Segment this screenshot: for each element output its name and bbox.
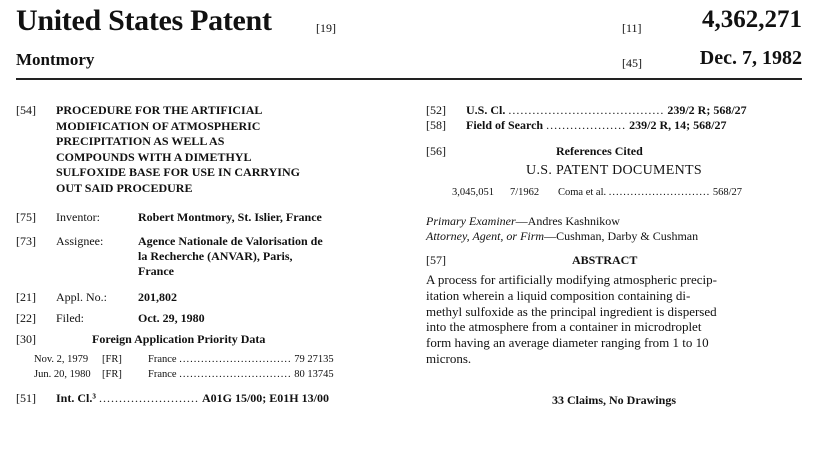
right-column bbox=[426, 103, 802, 408]
code-54: [54] bbox=[16, 103, 36, 117]
title-line: PRECIPITATION AS WELL AS bbox=[56, 134, 225, 148]
code-45: [45] bbox=[622, 56, 642, 70]
assignee-line: Agence Nationale de Valorisation de bbox=[138, 234, 323, 248]
assignee-row bbox=[16, 234, 396, 279]
patent-date: Dec. 7, 1982 bbox=[699, 47, 802, 69]
code-19: [19] bbox=[316, 21, 336, 35]
field-label: Field of Search bbox=[466, 118, 544, 132]
doc-date: 7/1962 bbox=[510, 187, 540, 198]
priority-row: Nov. 2, 1979 [FR] France ............................... 79 27135 bbox=[34, 354, 334, 365]
patent-office-title: United States Patent bbox=[16, 4, 272, 37]
abstract-line: microns. bbox=[426, 350, 472, 366]
header-divider bbox=[16, 78, 802, 80]
code-58: [58] bbox=[426, 118, 446, 132]
patent-number: 4,362,271 bbox=[702, 6, 802, 33]
filed-label: Filed: bbox=[56, 311, 85, 325]
refs-heading: References Cited bbox=[556, 144, 643, 158]
field-value: 239/2 R, 14; 568/27 bbox=[629, 118, 727, 132]
uscl-row: [52] U.S. Cl. ....................................... 239/2 R; 568/27 bbox=[426, 103, 747, 117]
left-column bbox=[16, 103, 396, 406]
us-docs-heading: U.S. PATENT DOCUMENTS bbox=[526, 163, 702, 178]
abstract-line: form having an average diameter ranging from 1 to 10 bbox=[426, 335, 709, 351]
title-line: OUT SAID PROCEDURE bbox=[56, 180, 193, 195]
abstract-line: itation wherein a liquid composition containing di- bbox=[426, 287, 691, 303]
uscl-value: 239/2 R; 568/27 bbox=[667, 103, 747, 117]
abstract-heading-row bbox=[426, 253, 802, 268]
title-line: PROCEDURE FOR THE ARTIFICIAL bbox=[56, 103, 263, 117]
intcl-value: A01G 15/00; E01H 13/00 bbox=[201, 391, 329, 405]
code-57: [57] bbox=[426, 253, 446, 267]
priority-row: Jun. 20, 1980 [FR] France ............................... 80 13745 bbox=[34, 369, 334, 380]
code-73: [73] bbox=[16, 234, 36, 248]
code-51: [51] bbox=[16, 391, 36, 405]
assignee-line: France bbox=[138, 264, 174, 278]
refs-heading-row bbox=[426, 144, 802, 159]
appl-label: Appl. No.: bbox=[56, 290, 107, 304]
inventor-row bbox=[16, 210, 396, 225]
assignee-label: Assignee: bbox=[56, 234, 104, 248]
code-52: [52] bbox=[426, 103, 446, 117]
filed-value: Oct. 29, 1980 bbox=[138, 311, 205, 325]
title-block bbox=[16, 103, 396, 196]
priority-table bbox=[34, 352, 396, 382]
inventor-surname: Montmory bbox=[16, 50, 95, 69]
priority-heading: Foreign Application Priority Data bbox=[92, 332, 266, 346]
appl-value: 201,802 bbox=[138, 290, 177, 304]
title-line: MODIFICATION OF ATMOSPHERIC bbox=[56, 118, 261, 133]
code-11: [11] bbox=[622, 21, 642, 35]
examiner-row bbox=[426, 214, 802, 229]
abstract-line: A process for artificially modifying atmospheric precip- bbox=[426, 272, 717, 287]
abstract-heading: ABSTRACT bbox=[572, 253, 638, 267]
code-56: [56] bbox=[426, 144, 446, 158]
title-line: SULFOXIDE BASE FOR USE IN CARRYING bbox=[56, 165, 300, 179]
intcl-row: [51] Int. Cl.³ ......................... A01G 15/00; E01H 13/00 bbox=[16, 391, 329, 405]
abstract-line: into the atmosphere from a container in microdroplet bbox=[426, 319, 702, 335]
inventor-label: Inventor: bbox=[56, 210, 100, 224]
uscl-label: U.S. Cl. bbox=[466, 103, 506, 117]
examiner-value: —Andres Kashnikow bbox=[515, 214, 620, 228]
intcl-label: Int. Cl.³ bbox=[56, 391, 96, 405]
field-row: [58] Field of Search .................... 239/2 R, 14; 568/27 bbox=[426, 118, 727, 132]
code-22: [22] bbox=[16, 311, 36, 325]
doc-number: 3,045,051 bbox=[452, 187, 494, 198]
code-75: [75] bbox=[16, 210, 36, 224]
examiner-label: Primary Examiner bbox=[426, 214, 516, 228]
title-line: COMPOUNDS WITH A DIMETHYL bbox=[56, 149, 252, 164]
attorney-label: Attorney, Agent, or Firm bbox=[426, 229, 545, 243]
priority-heading-row bbox=[16, 332, 396, 347]
appl-row bbox=[16, 290, 396, 305]
doc-class: 568/27 bbox=[712, 187, 743, 198]
doc-name: Coma et al. bbox=[558, 187, 607, 198]
abstract-body bbox=[426, 272, 802, 367]
attorney-row bbox=[426, 229, 802, 244]
filed-row bbox=[16, 311, 396, 326]
code-30: [30] bbox=[16, 332, 36, 346]
code-21: [21] bbox=[16, 290, 36, 304]
attorney-value: —Cushman, Darby & Cushman bbox=[544, 229, 699, 243]
reference-row: 3,045,051 7/1962 Coma et al. ............................ 568/27 bbox=[452, 187, 743, 198]
assignee-line: la Recherche (ANVAR), Paris, bbox=[138, 249, 293, 263]
claims-summary: 33 Claims, No Drawings bbox=[551, 392, 676, 407]
abstract-line: methyl sulfoxide as the principal ingredient is dispersed bbox=[426, 303, 717, 319]
inventor-value: Robert Montmory, St. Islier, France bbox=[138, 210, 322, 224]
